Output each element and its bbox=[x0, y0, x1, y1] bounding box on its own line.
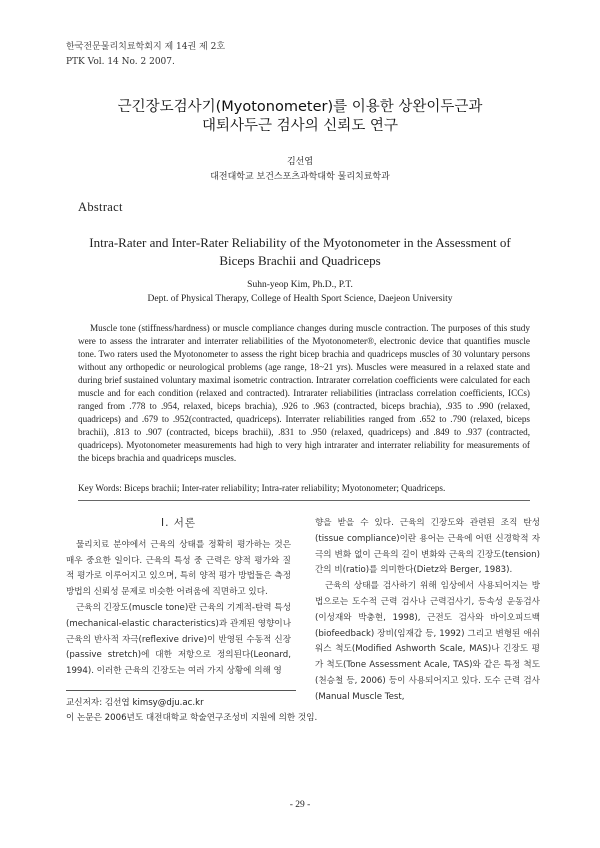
english-title bbox=[60, 234, 540, 270]
right-paragraph-2: 근육의 상태를 검사하기 위해 임상에서 사용되어지는 방법으로는 도수적 근력 검사나 근력검사기, 등속성 운동검사(이성재와 박충현, 1998), 근전도 검사와 바이오피드백(biofeedback) 장비(임재갑 등, 1992) 그리고 변형된 애쉬워스 척도(Modified Ashworth Scale, MAS)나 긴장도 평가 척도(Tone Assessment Acale, TAS)와 같은 특정 척도(천승철 등, 2006) 등이 사용되어지고 있다. 도수 근력 검사(Manual Muscle Test, bbox=[315, 581, 540, 702]
journal-header bbox=[66, 40, 225, 70]
left-column bbox=[66, 516, 291, 680]
korean-author-affiliation: 대전대학교 보건스포츠과학대학 물리치료학과 bbox=[210, 172, 390, 182]
footnote-funding: 이 논문은 2006년도 대전대학교 학술연구조성비 지원에 의한 것임. bbox=[66, 713, 318, 723]
page-number: - 29 - bbox=[289, 800, 311, 810]
journal-volume-line: PTK Vol. 14 No. 2 2007. bbox=[66, 57, 175, 67]
keywords: Key Words: Biceps brachii; Inter-rater reliability; Intra-rater reliability; Myotonometer; Quadriceps. bbox=[78, 483, 446, 493]
left-paragraph-2: 근육의 긴장도(muscle tone)란 근육의 기계적-탄력 특성(mechanical-elastic characteristics)과 관계된 영향이나 근육의 반사적 자극(reflexive drive)이 반영된 수동적 신장(passive stretch)에 대한 저항으로 정의된다(Leonard, 1994). 이러한 근육의 긴장도는 여러 가지 상황에 의해 영 bbox=[66, 602, 291, 677]
korean-author-name: 김선엽 bbox=[286, 157, 314, 167]
footnote-divider bbox=[66, 690, 296, 691]
english-author-name: Suhn-yeop Kim, Ph.D., P.T. bbox=[247, 280, 353, 290]
section-title: Ⅰ. 서론 bbox=[160, 517, 197, 529]
abstract-text: Muscle tone (stiffness/hardness) or muscle compliance changes during muscle contraction. The purposes of this study were to assess the intrarater and interrater reliabilities of the Myotonometer®, electronic device that quantifies muscle tone. Two raters used the Myotonometer to assess the right bicep brachia and quadriceps muscles of 30 voluntary persons without any orthopedic or neurological problems (age range, 18~21 yrs). Muscles were measured in a relaxed state and during brief sustained voluntary maximal isometric contraction. Intrarater correlation coefficients were calculated for each muscle and for each condition (relaxed and contracted). Intrarater reliabilities (intraclass correlation coefficients, ICCs) ranged from .778 to .954, relaxed, biceps brachia), .926 to .963 (contracted, biceps brachia), .935 to .990 (relaxed, quadriceps) and .679 to .952(contracted, quadriceps). Interrater reliabilities ranged from .652 to .790 (relaxed, biceps brachii), .813 to .907 (contracted, biceps brachii), .831 to .950 (relaxed, quadriceps) and .849 to .937 (contracted, quadriceps). Myotonometer measurements had high to very high intrarater and interrater reliability for measurements of the biceps brachia and quadriceps muscles. bbox=[78, 323, 530, 463]
korean-author-block bbox=[0, 155, 600, 185]
korean-title bbox=[0, 98, 600, 136]
right-column bbox=[315, 516, 540, 706]
left-paragraph-1: 물리치료 분야에서 근육의 상태를 정확히 평가하는 것은 매우 중요한 일이다. 근육의 특성 중 근력은 양적 평가와 질적 평가로 이루어지고 있으며, 특히 양적 평가 방법들은 측정방법의 신뢰성 문제로 비슷한 어려움에 직면하고 있다. bbox=[66, 539, 291, 598]
english-author-block bbox=[0, 278, 600, 306]
english-title-line-2: Biceps Brachii and Quadriceps bbox=[219, 253, 381, 268]
section-divider bbox=[78, 500, 530, 501]
korean-title-line-1: 근긴장도검사기(Myotonometer)를 이용한 상완이두근과 bbox=[117, 99, 483, 115]
abstract-heading: Abstract bbox=[78, 200, 123, 214]
right-paragraph-1: 향을 받을 수 있다. 근육의 긴장도와 관련된 조직 탄성(tissue compliance)이란 용어는 근육에 어떤 신경학적 자극의 변화 없이 근육의 길이 변화와 근육의 긴장도(tension)간의 비(ratio)를 의미한다(Dietz와 Berger, 1983). bbox=[315, 518, 540, 576]
journal-korean-line: 한국전문물리치료학회지 제 14권 제 2호 bbox=[66, 42, 226, 52]
korean-title-line-2: 대퇴사두근 검사의 신뢰도 연구 bbox=[202, 118, 398, 134]
english-title-line-1: Intra-Rater and Inter-Rater Reliability of the Myotonometer in the Assessment of bbox=[89, 235, 511, 250]
footnote bbox=[66, 696, 317, 726]
english-author-affiliation: Dept. of Physical Therapy, College of Health Sport Science, Daejeon University bbox=[147, 294, 453, 304]
footnote-corresponding-author: 교신저자: 김선엽 kimsy@dju.ac.kr bbox=[66, 698, 204, 708]
